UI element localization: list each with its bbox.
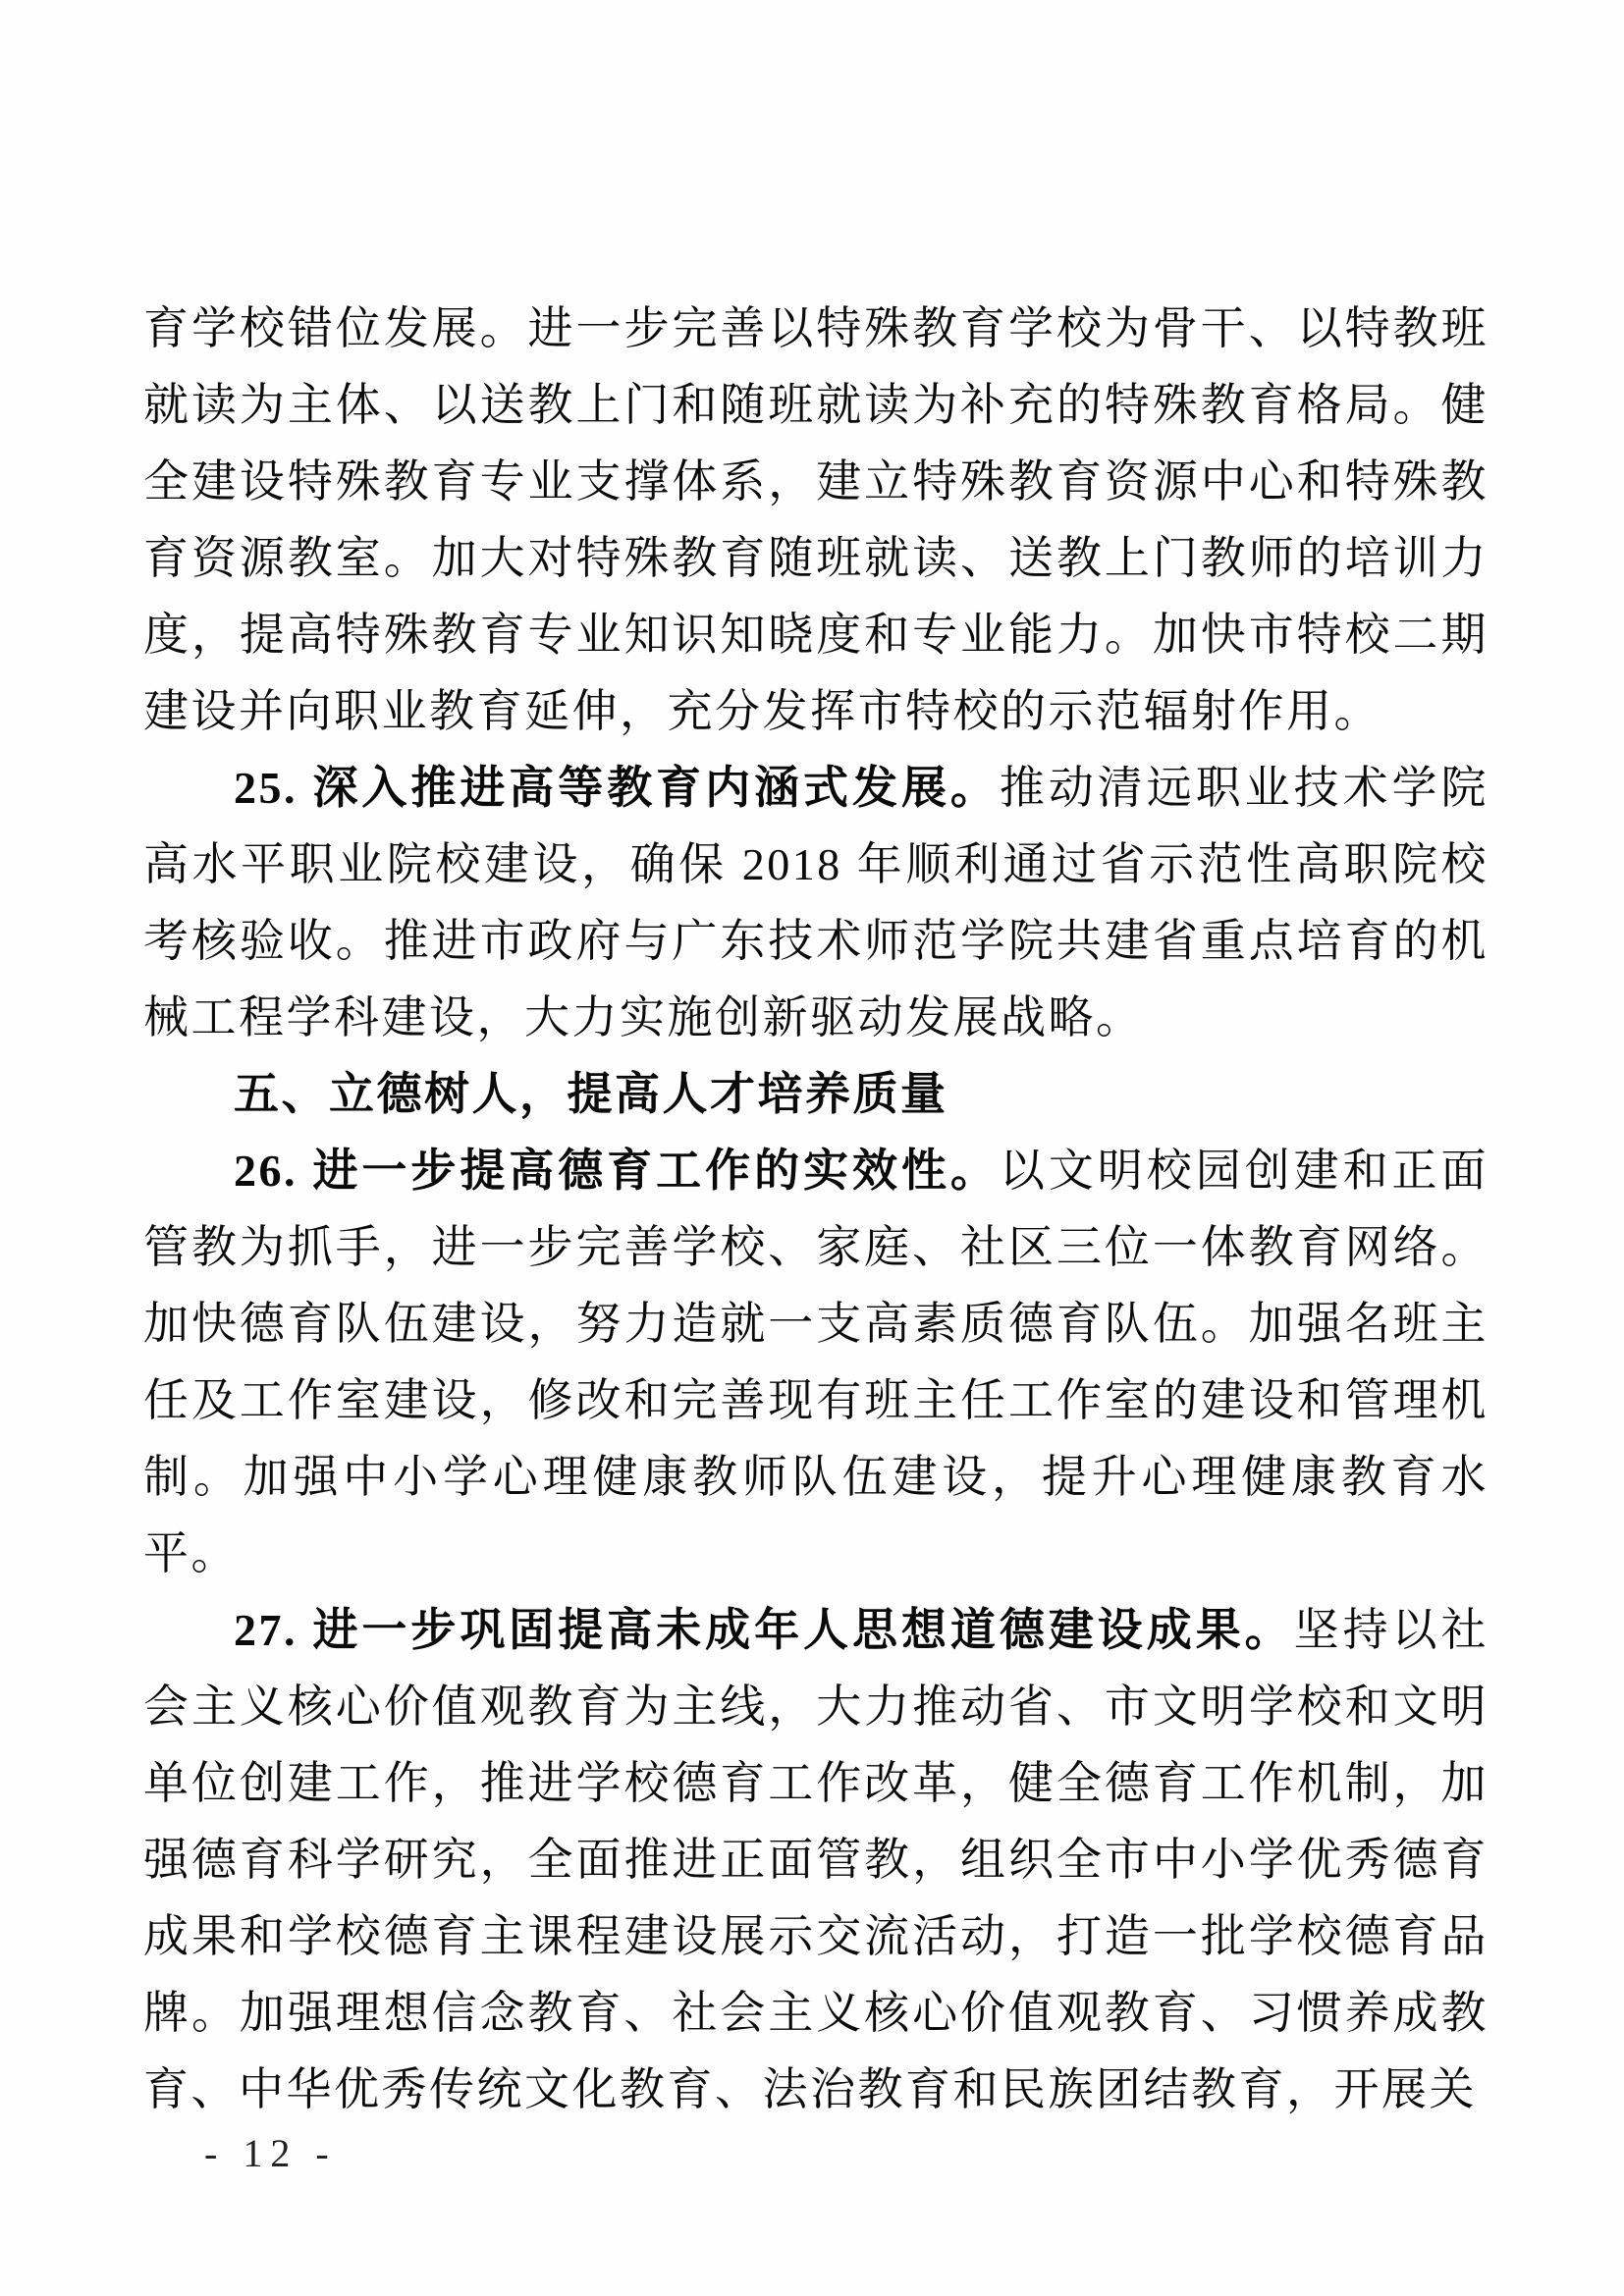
paragraph-lead: 26. 进一步提高德育工作的实效性。 <box>234 1146 1000 1196</box>
paragraph-item-27 <box>143 1592 1489 2128</box>
paragraph-text: 育学校错位发展。进一步完善以特殊教育学校为骨干、以特教班就读为主体、以送教上门和随班就读为补充的特殊教育格局。健全建设特殊教育专业支撑体系，建立特殊教育资源中心和特殊教育资源教室。加大对特殊教育随班就读、送教上门教师的培训力度，提高特殊教育专业知识知晓度和专业能力。加快市特校二期建设并向职业教育延伸，充分发挥市特校的示范辐射作用。 <box>143 303 1489 736</box>
paragraph-lead: 27. 进一步巩固提高未成年人思想道德建设成果。 <box>234 1605 1294 1655</box>
paragraph-text: 以文明校园创建和正面管教为抓手，进一步完善学校、家庭、社区三位一体教育网络。加快德育队伍建设，努力造就一支高素质德育队伍。加强名班主任及工作室建设，修改和完善现有班主任工作室的建设和管理机制。加强中小学心理健康教师队伍建设，提升心理健康教育水平。 <box>143 1146 1489 1578</box>
paragraph-item-26 <box>143 1133 1489 1592</box>
paragraph-lead: 25. 深入推进高等教育内涵式发展。 <box>234 763 1000 813</box>
paragraph-text: 推动清远职业技术学院高水平职业院校建设，确保 2018 年顺利通过省示范性高职院校考核验收。推进市政府与广东技术师范学院共建省重点培育的机械工程学科建设，大力实施创新驱动发展战略。 <box>143 763 1489 1042</box>
page-number: - 12 - <box>204 2131 337 2175</box>
paragraph-item-25 <box>143 750 1489 1056</box>
paragraph-continuation <box>143 291 1489 750</box>
paragraph-text: 坚持以社会主义核心价值观教育为主线，大力推动省、市文明学校和文明单位创建工作，推进学校德育工作改革，健全德育工作机制，加强德育科学研究，全面推进正面管教，组织全市中小学优秀德育成果和学校德育主课程建设展示交流活动，打造一批学校德育品牌。加强理想信念教育、社会主义核心价值观教育、习惯养成教育、中华优秀传统文化教育、法治教育和民族团结教育，开展关 <box>143 1605 1489 2114</box>
section-heading: 五、立德树人，提高人才培养质量 <box>234 1069 948 1119</box>
document-body <box>143 291 1489 2128</box>
